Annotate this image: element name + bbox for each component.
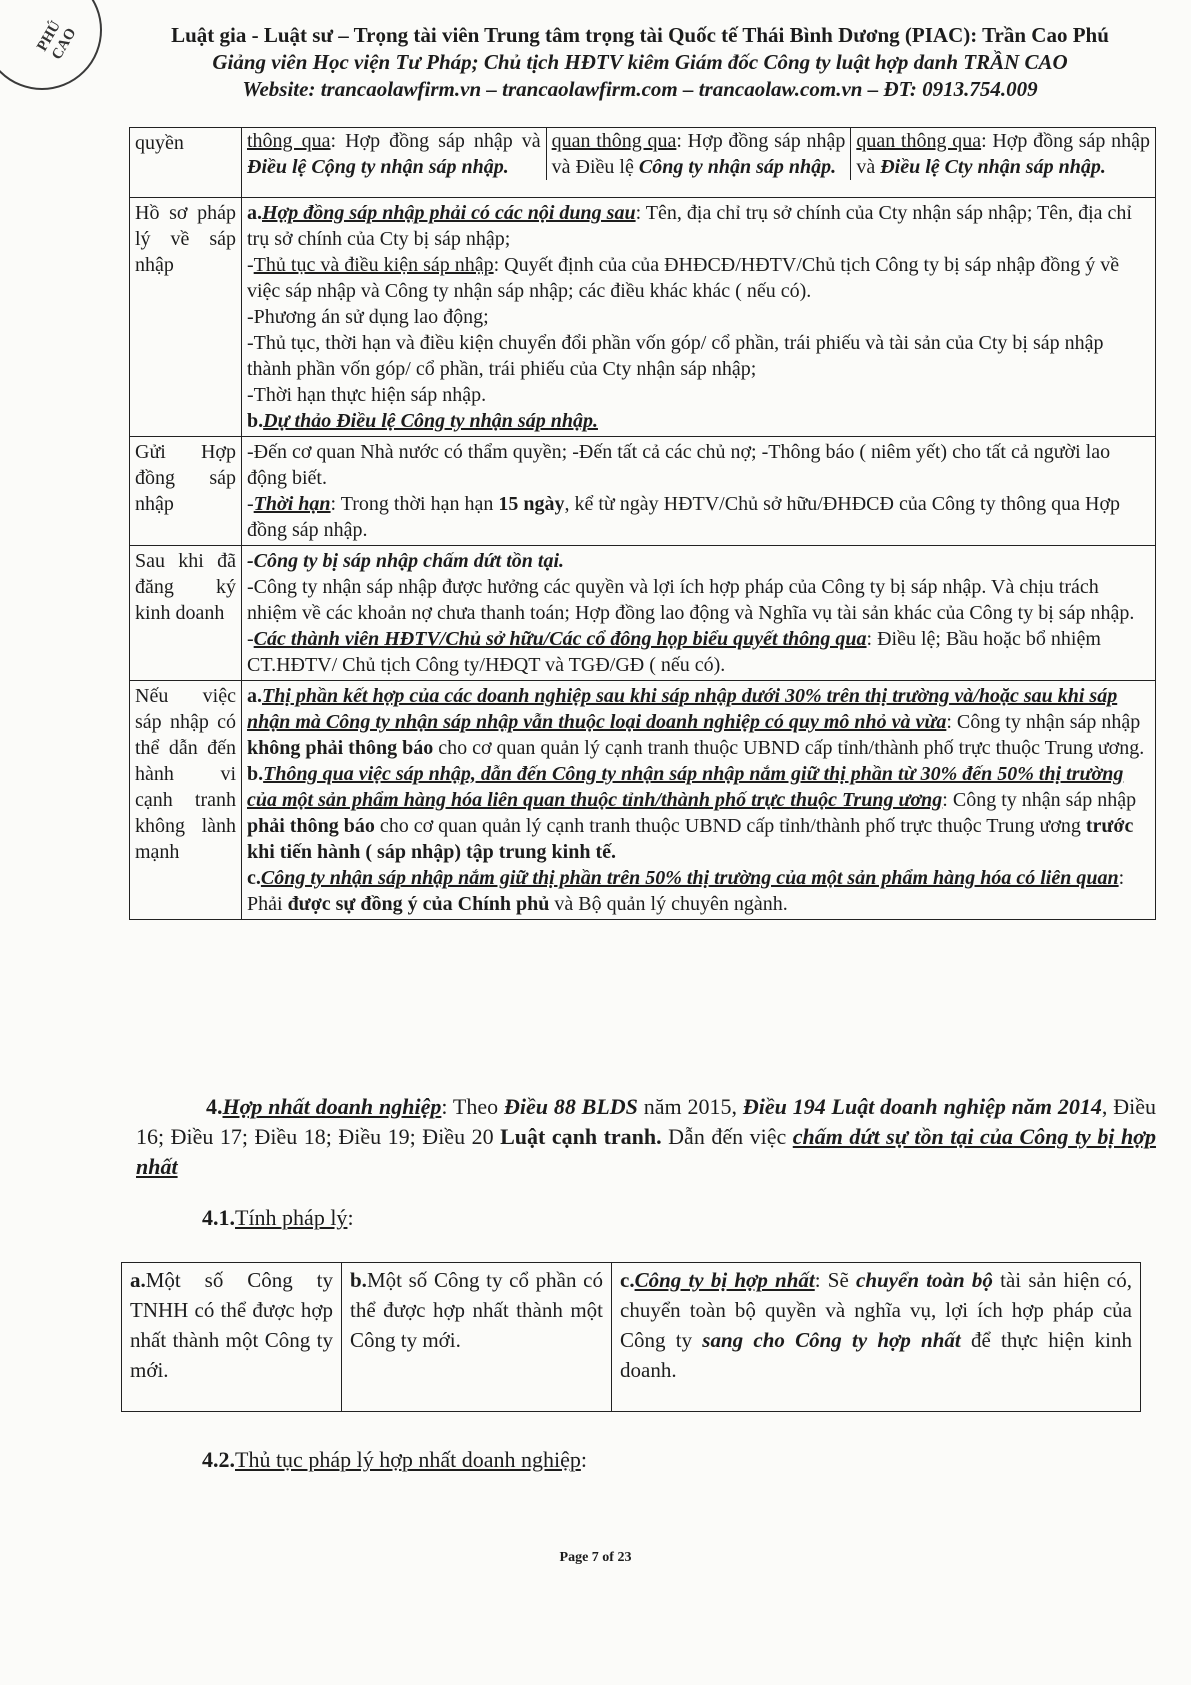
legal-cell-b: b.Một số Công ty cổ phần có thể được hợp nhất thành một Công ty mới. (342, 1263, 612, 1412)
subheading-4-1: 4.1.Tính pháp lý: (202, 1205, 354, 1230)
section-4-paragraph: 4.Hợp nhất doanh nghiệp: Theo Điều 88 BLDS năm 2015, Điều 194 Luật doanh nghiệp năm 2014, Điều 16; Điều 17; Điều 18; Điều 19; Điều 20 Luật cạnh tranh. Dẫn đến việc chấm dứt sự tồn tại của Công ty bị hợp nhất (136, 1094, 1156, 1179)
row-label: Hồ sơ pháp lý về sáp nhập (130, 198, 242, 437)
row-label: quyền (130, 128, 242, 198)
table-row (130, 546, 1156, 681)
row-content: -Công ty bị sáp nhập chấm dứt tồn tại. -Công ty nhận sáp nhập được hưởng các quyền và lợi ích hợp pháp của Công ty bị sáp nhập. Và chịu trách nhiệm về các khoản nợ chưa thanh toán; Hợp đồng lao động và Nghĩa vụ tài sản khác của Công ty bị sáp nhập. -Các thành viên HĐTV/Chủ sở hữu/Các cổ đông họp biểu quyết thông qua: Điều lệ; Bầu hoặc bổ nhiệm CT.HĐTV/ Chủ tịch Công ty/HĐQT và TGĐ/GĐ ( nếu có). (242, 546, 1156, 681)
merger-procedure-table (129, 127, 1156, 920)
legal-nature-table (121, 1262, 1141, 1412)
row-content: a.Hợp đồng sáp nhập phải có các nội dung sau: Tên, địa chỉ trụ sở chính của Cty nhận sáp nhập; Tên, địa chỉ trụ sở chính của Cty bị sáp nhập; -Thủ tục và điều kiện sáp nhập: Quyết định của của ĐHĐCĐ/HĐTV/Chủ tịch Công ty bị sáp nhập đồng ý về việc sáp nhập và Công ty nhận sáp nhập; các điều khác khác ( nếu có). -Phương án sử dụng lao động; -Thủ tục, thời hạn và điều kiện chuyển đổi phần vốn góp/ cổ phần, trái phiếu và tài sản của Cty bị sáp nhập thành phần vốn góp/ cổ phần, trái phiếu của Cty nhận sáp nhập; -Thời hạn thực hiện sáp nhập. b.Dự thảo Điều lệ Công ty nhận sáp nhập. (242, 198, 1156, 437)
legal-cell-a: a.Một số Công ty TNHH có thể được hợp nhất thành một Công ty mới. (122, 1263, 342, 1412)
row-content: a.Thị phần kết hợp của các doanh nghiệp sau khi sáp nhập dưới 30% trên thị trường và/hoặc sau khi sáp nhận mà Công ty nhận sáp nhập vẫn thuộc loại doanh nghiệp có quy mô nhỏ và vừa: Công ty nhận sáp nhập không phải thông báo cho cơ quan quản lý cạnh tranh thuộc UBND cấp tỉnh/thành phố trực thuộc Trung ương. b.Thông qua việc sáp nhập, dẫn đến Công ty nhận sáp nhập nắm giữ thị phần từ 30% đến 50% thị trường của một sản phẩm hàng hóa liên quan thuộc tỉnh/thành phố trực thuộc Trung ương: Công ty nhận sáp nhập phải thông báo cho cơ quan quản lý cạnh tranh thuộc UBND cấp tỉnh/thành phố trực thuộc Trung ương trước khi tiến hành ( sáp nhập) tập trung kinh tế. c.Công ty nhận sáp nhập nắm giữ thị phần trên 50% thị trường của một sản phẩm hàng hóa có liên quan: Phải được sự đồng ý của Chính phủ và Bộ quản lý chuyên ngành. (242, 681, 1156, 920)
table-row (130, 128, 1156, 198)
approval-col-1: thông qua: Hợp đồng sáp nhập và Điều lệ Cộng ty nhận sáp nhập. (247, 130, 541, 178)
table-row (130, 437, 1156, 546)
table-row (130, 681, 1156, 920)
table-row (122, 1263, 1141, 1412)
row-content: -Đến cơ quan Nhà nước có thẩm quyền; -Đến tất cả các chủ nợ; -Thông báo ( niêm yết) cho tất cả người lao động biết. -Thời hạn: Trong thời hạn hạn 15 ngày, kể từ ngày HĐTV/Chủ sở hữu/ĐHĐCĐ của Công ty thông qua Hợp đồng sáp nhập. (242, 437, 1156, 546)
approval-columns (242, 128, 1155, 180)
row-label: Nếu việc sáp nhập có thể dẫn đến hành vi cạnh tranh không lành mạnh (130, 681, 242, 920)
approval-col-3: quan thông qua: Hợp đồng sáp nhập và Điều lệ Cty nhận sáp nhập. (850, 128, 1155, 180)
company-seal (0, 0, 102, 90)
seal-text: PHÚ CAO (34, 18, 80, 63)
subheading-4-2: 4.2.Thủ tục pháp lý hợp nhất doanh nghiệp: (202, 1447, 587, 1472)
table-row (130, 198, 1156, 437)
page-header (120, 22, 1160, 103)
row-label: Sau khi đã đăng ký kinh doanh (130, 546, 242, 681)
header-line-1: Luật gia - Luật sư – Trọng tài viên Trung tâm trọng tài Quốc tế Thái Bình Dương (PIAC): Trần Cao Phú (171, 23, 1109, 47)
approval-col-2: quan thông qua: Hợp đồng sáp nhập và Điều lệ Công ty nhận sáp nhập. (546, 128, 851, 180)
legal-cell-c: c.Công ty bị hợp nhất: Sẽ chuyển toàn bộ tài sản hiện có, chuyển toàn bộ quyền và nghĩa vụ, lợi ích hợp pháp của Công ty sang cho Công ty hợp nhất để thực hiện kinh doanh. (612, 1263, 1141, 1412)
header-line-2: Giảng viên Học viện Tư Pháp; Chủ tịch HĐTV kiêm Giám đốc Công ty luật hợp danh TRẦN CAO (212, 50, 1068, 74)
page-number: Page 7 of 23 (559, 1550, 632, 1565)
row-label: Gửi Hợp đồng sáp nhập (130, 437, 242, 546)
header-line-3: Website: trancaolawfirm.vn – trancaolawfirm.com – trancaolaw.com.vn – ĐT: 0913.754.009 (242, 77, 1038, 101)
